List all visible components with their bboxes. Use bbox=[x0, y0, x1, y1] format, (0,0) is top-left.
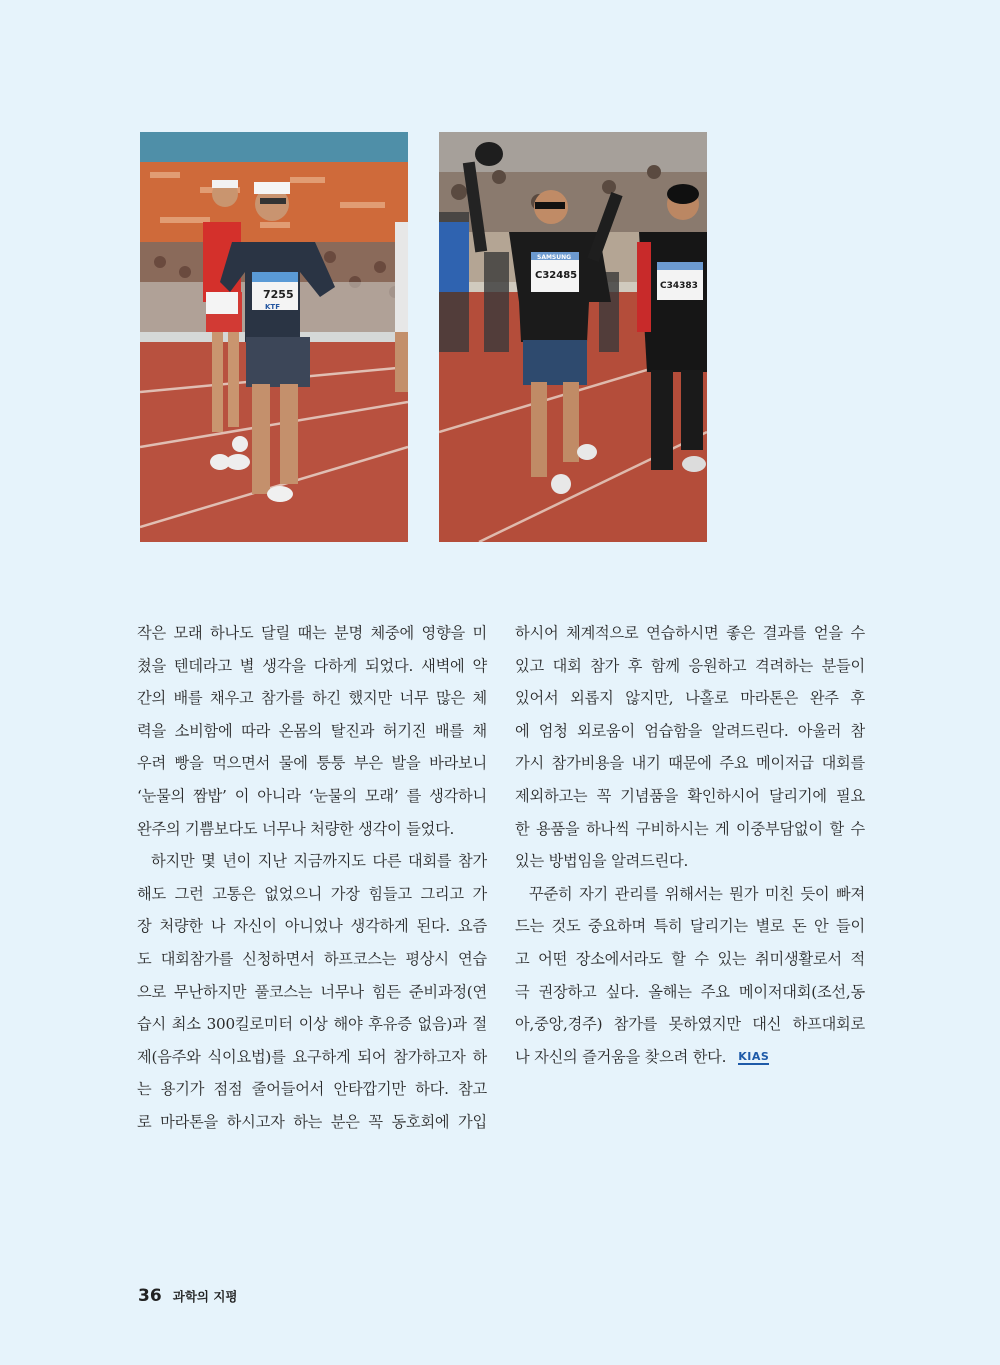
article-column-left bbox=[137, 617, 487, 1139]
bib-number-right-2: C34383 bbox=[660, 281, 698, 291]
article-line: 드는 것도 중요하며 특히 달리기는 별로 돈 안 들이 bbox=[515, 917, 865, 936]
photo-marathon-runners-right bbox=[439, 132, 707, 542]
article-line: 하지만 몇 년이 지난 지금까지도 다른 대회를 참가 bbox=[151, 852, 487, 871]
article-line: 극 권장하고 싶다. 올해는 주요 메이저대회(조선,동 bbox=[515, 982, 865, 1001]
photo-marathon-runners-left bbox=[140, 132, 408, 542]
article-line: 있고 대회 참가 후 함께 응원하고 격려하는 분들이 bbox=[515, 656, 865, 675]
bib-number-right-1: C32485 bbox=[535, 270, 578, 281]
article-line: 력을 소비함에 따라 온몸의 탈진과 허기진 배를 채 bbox=[137, 721, 487, 740]
bib-number-left: 7255 bbox=[263, 288, 294, 301]
article-line: 는 용기가 점점 줄어들어서 안타깝기만 하다. 참고 bbox=[137, 1080, 487, 1099]
article-line: 해도 그런 고통은 없었으니 가장 힘들고 그리고 가 bbox=[137, 884, 487, 903]
article-line: 하시어 체계적으로 연습하시면 좋은 결과를 얻을 수 bbox=[515, 624, 865, 642]
article-line: 아,중앙,경주) 참가를 못하였지만 대신 하프대회로 bbox=[515, 1015, 865, 1034]
article-line: 한 용품을 하나씩 구비하시는 게 이중부담없이 할 수 bbox=[515, 819, 865, 838]
article-line: 도 대회참가를 신청하면서 하프코스는 평상시 연습 bbox=[137, 949, 487, 968]
article-line: 꾸준히 자기 관리를 위해서는 뭔가 미친 듯이 빠져 bbox=[529, 884, 865, 903]
article-line: ‘눈물의 짬밥’ 이 아니라 ‘눈물의 모래’ 를 생각하니 bbox=[137, 786, 487, 805]
article-line: 쳤을 텐데라고 별 생각을 다하게 되었다. 새벽에 약 bbox=[137, 656, 487, 675]
bib-sponsor-right-1: SAMSUNG bbox=[537, 254, 572, 261]
article-line: 간의 배를 채우고 참가를 하긴 했지만 너무 많은 체 bbox=[137, 689, 487, 708]
page-number: 36 bbox=[138, 1286, 162, 1306]
article-line: 로 마라톤을 하시고자 하는 분은 꼭 동호회에 가입 bbox=[137, 1112, 487, 1131]
article-line: 완주의 기쁨보다도 너무나 처량한 생각이 들었다. bbox=[137, 819, 455, 838]
page-footer bbox=[138, 1286, 238, 1306]
article-column-right bbox=[515, 617, 865, 1073]
article-line: 제(음주와 식이요법)를 요구하게 되어 참가하고자 하 bbox=[137, 1047, 487, 1066]
bib-sponsor-left: KTF bbox=[265, 303, 280, 311]
article-line: 에 엄청 외로움이 엄습함을 알려드린다. 아울러 참 bbox=[515, 721, 865, 740]
magazine-name: 과학의 지평 bbox=[172, 1289, 238, 1304]
article-line: 있어서 외롭지 않지만, 나홀로 마라톤은 완주 후 bbox=[515, 689, 865, 708]
article-line: 장 처량한 나 자신이 아니었나 생각하게 된다. 요즘 bbox=[137, 917, 487, 936]
article-line: 제외하고는 꼭 기념품을 확인하시어 달리기에 필요 bbox=[515, 786, 865, 805]
article-line: 습시 최소 300킬로미터 이상 해야 후유증 없음)과 절 bbox=[137, 1015, 487, 1034]
article-line: 작은 모래 하나도 달릴 때는 분명 체중에 영향을 미 bbox=[137, 624, 487, 642]
article-line: 있는 방법임을 알려드린다. bbox=[515, 852, 689, 871]
kias-end-mark: KIAS bbox=[738, 1049, 770, 1063]
article-line: 우려 빵을 먹으면서 물에 퉁퉁 부은 발을 바라보니 bbox=[137, 754, 487, 773]
article-line: 가시 참가비용을 내기 때문에 주요 메이저급 대회를 bbox=[515, 754, 865, 773]
article-line-final bbox=[515, 1041, 865, 1074]
article-line: 으로 무난하지만 풀코스는 너무나 힘든 준비과정(연 bbox=[137, 982, 487, 1001]
article-line-text: 나 자신의 즐거움을 찾으려 한다. bbox=[515, 1047, 727, 1066]
article-line: 고 어떤 장소에서라도 할 수 있는 취미생활로서 적 bbox=[515, 949, 865, 968]
